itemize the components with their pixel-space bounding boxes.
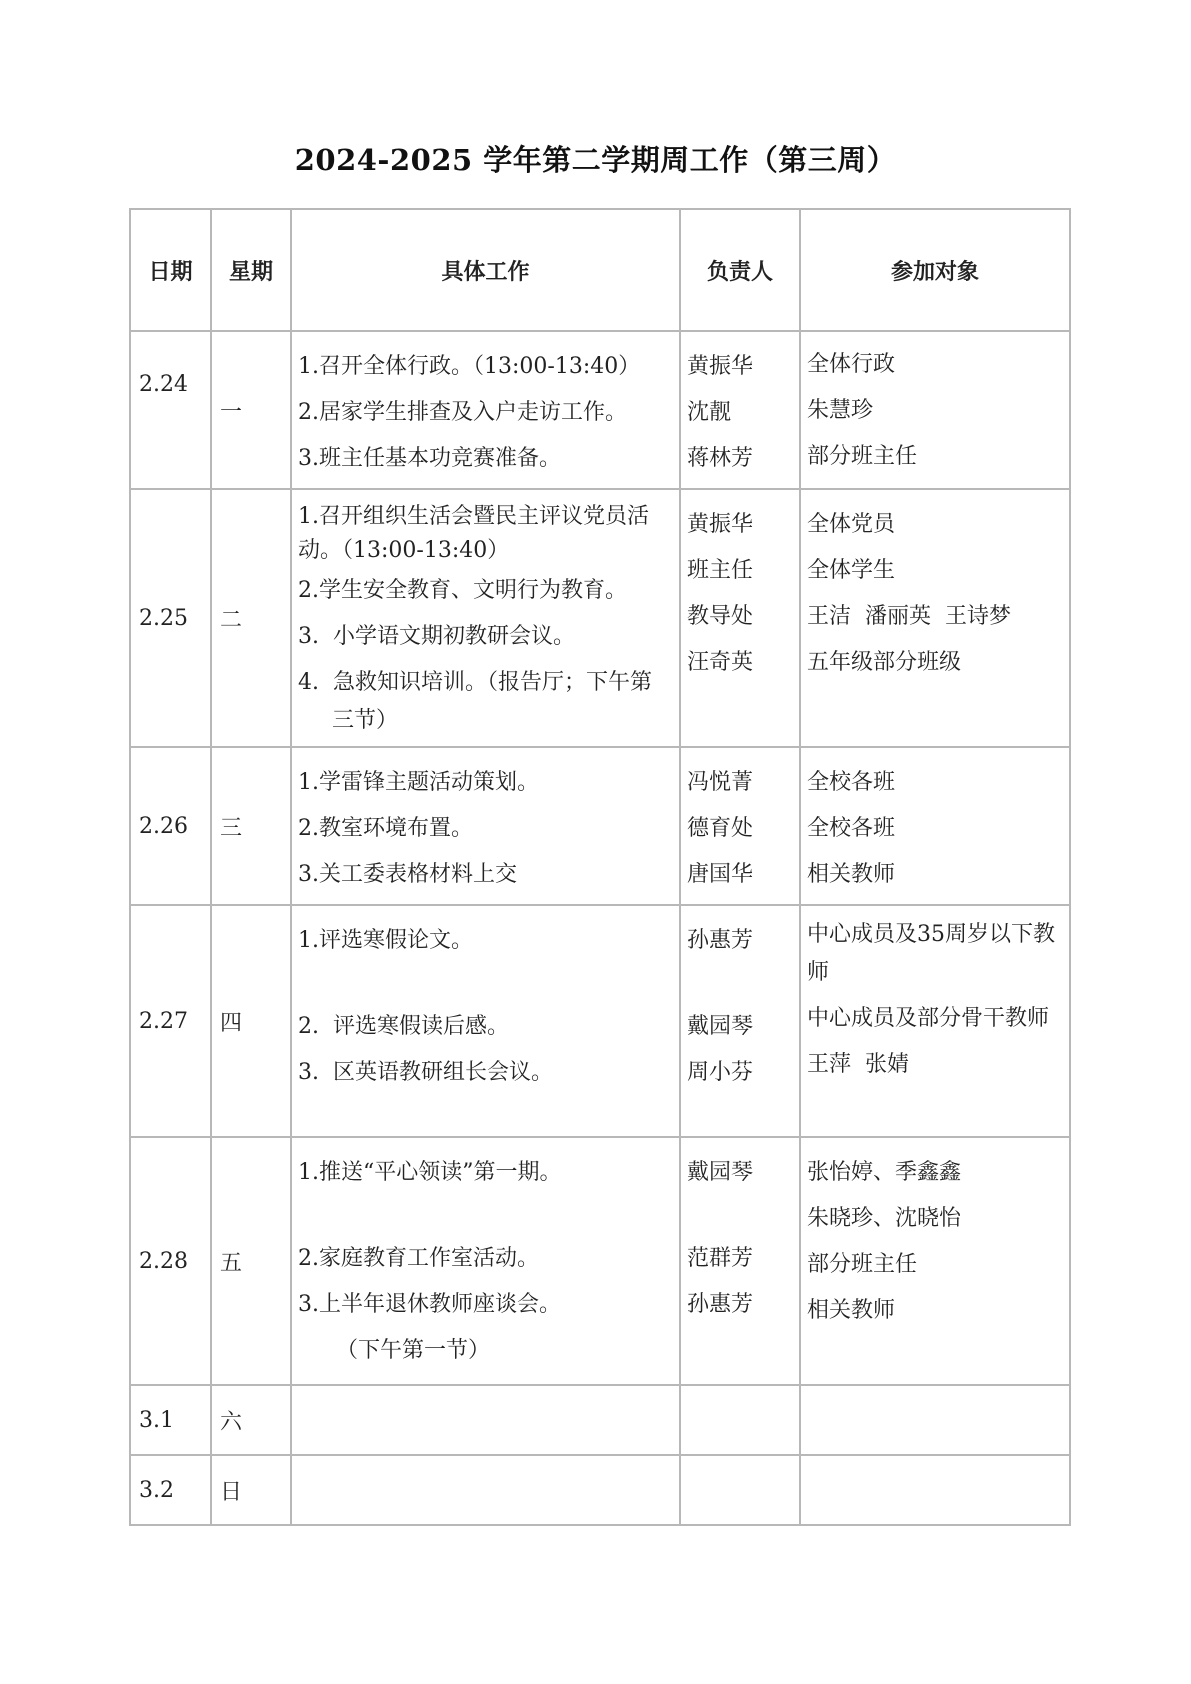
date-cell: 2.26 (130, 747, 211, 905)
date-cell: 2.24 (130, 331, 211, 489)
participant: 全体学生 (807, 558, 896, 583)
participant: 全体行政 (807, 352, 896, 377)
work-cell (291, 1137, 680, 1385)
responsible-cell (680, 1385, 800, 1455)
participant: 全体党员 (807, 512, 896, 537)
header-work: 具体工作 (291, 209, 680, 331)
participants-cell (800, 489, 1070, 747)
responsible-cell (680, 1137, 800, 1385)
weekday-cell: 六 (211, 1385, 291, 1455)
work-item: 2.居家学生排查及入户走访工作。 (298, 400, 627, 425)
work-item: 4. 急救知识培训。（报告厅；下午第三节） (298, 670, 652, 733)
work-item: 3.上半年退休教师座谈会。 (298, 1292, 561, 1317)
responsible-name: 班主任 (687, 558, 754, 583)
participant: 张怡婷、季鑫鑫 (807, 1160, 962, 1185)
header-weekday: 星期 (211, 209, 291, 331)
participants-cell (800, 1137, 1070, 1385)
participant: 王洁 潘丽英 王诗梦 (807, 604, 1011, 629)
responsible-cell (680, 489, 800, 747)
weekday-cell: 四 (211, 905, 291, 1137)
responsible-cell (680, 747, 800, 905)
responsible-name: 孙惠芳 (687, 1292, 754, 1317)
participants-cell (800, 1455, 1070, 1525)
participant: 五年级部分班级 (807, 650, 962, 675)
table-row (130, 1137, 1070, 1385)
responsible-name: 教导处 (687, 604, 754, 629)
work-item: 2. 评选寒假读后感。 (298, 1014, 509, 1039)
participant: 部分班主任 (807, 1252, 918, 1277)
responsible-name: 周小芬 (687, 1060, 754, 1085)
participants-cell (800, 747, 1070, 905)
work-cell (291, 331, 680, 489)
table-row (130, 747, 1070, 905)
weekday-cell: 五 (211, 1137, 291, 1385)
work-item: 3. 小学语文期初教研会议。 (298, 624, 575, 649)
header-participants: 参加对象 (800, 209, 1070, 331)
work-item: 3.关工委表格材料上交 (298, 862, 517, 887)
weekday-cell: 一 (211, 331, 291, 489)
page-title: 2024-2025 学年第二学期周工作（第三周） (294, 143, 897, 177)
responsible-name: 孙惠芳 (687, 928, 754, 953)
weekday-cell: 二 (211, 489, 291, 747)
responsible-name: 蒋林芳 (687, 446, 754, 471)
participant: 王萍 张婧 (807, 1052, 909, 1077)
responsible-cell (680, 331, 800, 489)
responsible-cell (680, 905, 800, 1137)
table-row (130, 331, 1070, 489)
responsible-name: 黄振华 (687, 354, 754, 379)
date-cell: 2.28 (130, 1137, 211, 1385)
participant: 全校各班 (807, 816, 896, 841)
work-cell (291, 489, 680, 747)
date-cell: 2.25 (130, 489, 211, 747)
participants-cell (800, 905, 1070, 1137)
header-row (130, 209, 1070, 331)
work-item: 1.推送“平心领读”第一期。 (298, 1160, 562, 1185)
responsible-name: 唐国华 (687, 862, 754, 887)
header-date: 日期 (130, 209, 211, 331)
work-item: 2.家庭教育工作室活动。 (298, 1246, 539, 1271)
participant: 中心成员及35周岁以下教师 (807, 922, 1055, 985)
table-row (130, 489, 1070, 747)
responsible-name: 汪奇英 (687, 650, 754, 675)
table-row (130, 1385, 1070, 1455)
work-cell (291, 1455, 680, 1525)
date-cell: 3.1 (130, 1385, 211, 1455)
header-responsible: 负责人 (680, 209, 800, 331)
participant: 中心成员及部分骨干教师 (807, 1006, 1050, 1031)
date-cell: 2.27 (130, 905, 211, 1137)
participant: 相关教师 (807, 1298, 896, 1323)
participant: 朱晓珍、沈晓怡 (807, 1206, 962, 1231)
responsible-name: 戴园琴 (687, 1160, 754, 1185)
work-item: （下午第一节） (336, 1338, 491, 1363)
responsible-name: 戴园琴 (687, 1014, 754, 1039)
weekday-cell: 日 (211, 1455, 291, 1525)
participant: 朱慧珍 (807, 398, 874, 423)
work-item: 1.召开全体行政。（13:00-13:40） (298, 354, 641, 379)
responsible-name: 沈靓 (687, 400, 732, 425)
date-cell: 3.2 (130, 1455, 211, 1525)
weekday-cell: 三 (211, 747, 291, 905)
work-cell (291, 747, 680, 905)
work-item: 1.评选寒假论文。 (298, 928, 473, 953)
table-row (130, 1455, 1070, 1525)
participants-cell (800, 331, 1070, 489)
work-item: 1.召开组织生活会暨民主评议党员活动。（13:00-13:40） (298, 504, 649, 563)
work-cell (291, 905, 680, 1137)
responsible-name: 冯悦菁 (687, 770, 754, 795)
work-item: 3.班主任基本功竞赛准备。 (298, 446, 561, 471)
responsible-name: 黄振华 (687, 512, 754, 537)
work-item: 2.教室环境布置。 (298, 816, 473, 841)
responsible-cell (680, 1455, 800, 1525)
participants-cell (800, 1385, 1070, 1455)
work-item: 1.学雷锋主题活动策划。 (298, 770, 539, 795)
work-item: 3. 区英语教研组长会议。 (298, 1060, 553, 1085)
participant: 部分班主任 (807, 444, 918, 469)
work-cell (291, 1385, 680, 1455)
participant: 相关教师 (807, 862, 896, 887)
work-item: 2.学生安全教育、文明行为教育。 (298, 578, 627, 603)
participant: 全校各班 (807, 770, 896, 795)
weekly-schedule-table (129, 208, 1071, 1526)
responsible-name: 范群芳 (687, 1246, 754, 1271)
table-row (130, 905, 1070, 1137)
responsible-name: 德育处 (687, 816, 754, 841)
